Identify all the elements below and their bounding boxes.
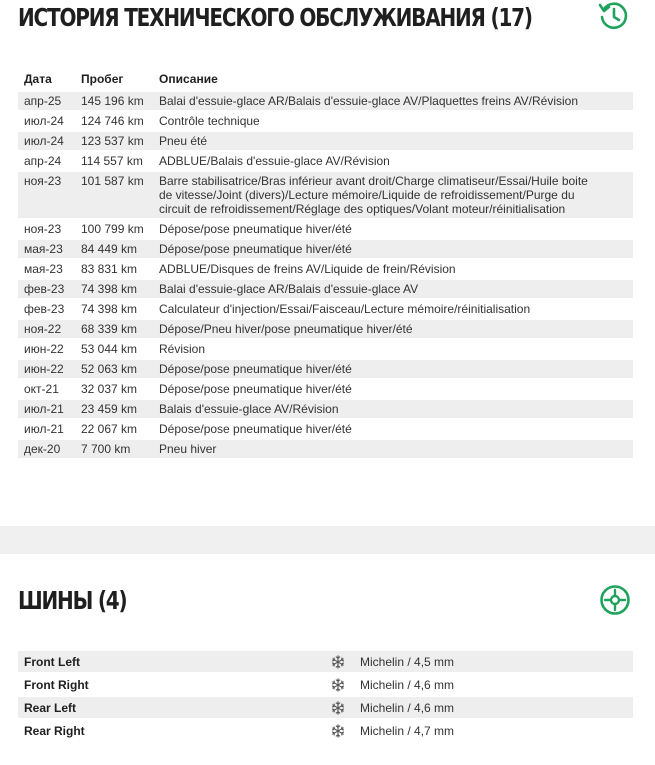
- history-mileage: 53 044 km: [81, 342, 138, 356]
- history-mileage: 22 067 km: [81, 422, 138, 436]
- history-mileage: 68 339 km: [75, 320, 153, 338]
- history-mileage: 74 398 km: [81, 302, 138, 316]
- description-line: Contrôle technique: [159, 114, 260, 128]
- history-date: июл-21: [24, 422, 64, 436]
- history-description: [153, 132, 633, 150]
- history-date: окт-21: [24, 382, 59, 396]
- history-mileage: 124 746 km: [81, 114, 144, 128]
- description-line: Barre stabilisatrice/Bras inférieur avant droit/Charge climatiseur/Essai/Huile boite: [159, 174, 588, 188]
- history-icon[interactable]: [598, 0, 630, 32]
- history-date: мая-23: [18, 240, 75, 258]
- history-description: [153, 380, 633, 398]
- description-line: Dépose/pose pneumatique hiver/été: [159, 222, 352, 236]
- column-header-date: Дата: [24, 72, 52, 86]
- description-line: ADBLUE/Disques de freins AV/Liquide de frein/Révision: [159, 262, 456, 276]
- tyre-brand-depth: Michelin / 4,6 mm: [360, 677, 455, 692]
- history-date: июн-22: [18, 360, 75, 378]
- column-header-mileage: Пробег: [81, 72, 124, 86]
- history-mileage: 84 449 km: [75, 240, 153, 258]
- history-mileage: 123 537 km: [75, 132, 153, 150]
- history-description: [153, 92, 633, 110]
- description-line: ADBLUE/Balais d'essuie-glace AV/Révision: [159, 154, 390, 168]
- history-mileage: 23 459 km: [75, 400, 153, 418]
- history-description: [153, 400, 633, 418]
- history-date: фев-23: [24, 302, 65, 316]
- history-date: июл-24: [18, 132, 75, 150]
- description-line: Dépose/Pneu hiver/pose pneumatique hiver/été: [159, 322, 413, 336]
- history-date: мая-23: [24, 262, 63, 276]
- history-mileage: 83 831 km: [81, 262, 138, 276]
- description-line: Calculateur d'injection/Essai/Faisceau/Lecture mémoire/réinitialisation: [159, 302, 531, 316]
- history-title: ИСТОРИЯ ТЕХНИЧЕСКОГО ОБСЛУЖИВАНИЯ (17): [18, 3, 532, 32]
- description-line: Pneu hiver: [159, 442, 217, 456]
- history-date: июл-24: [24, 114, 64, 128]
- tyre-position: Rear Left: [24, 700, 77, 715]
- history-date: дек-20: [18, 440, 75, 458]
- tyre-row: [18, 720, 633, 741]
- history-description: [153, 260, 633, 278]
- history-date: июл-21: [18, 400, 75, 418]
- tyre-brand-depth: Michelin / 4,7 mm: [360, 723, 455, 738]
- history-description: [153, 420, 633, 438]
- table-row: [18, 320, 633, 338]
- tyre-position: Front Left: [24, 654, 80, 669]
- section-divider: [0, 526, 655, 554]
- tyres-title: ШИНЫ (4): [18, 586, 127, 615]
- table-row: [18, 380, 633, 398]
- table-row: [18, 300, 633, 318]
- history-mileage: 114 557 km: [81, 154, 143, 168]
- snowflake-icon: [331, 724, 345, 738]
- history-description: [153, 172, 633, 218]
- table-row: [18, 260, 633, 278]
- table-row: [18, 340, 633, 358]
- table-row: [18, 360, 633, 378]
- description-line: Révision: [159, 342, 206, 356]
- history-mileage: 101 587 km: [75, 172, 153, 218]
- history-description: [153, 340, 633, 358]
- history-mileage: 74 398 km: [75, 280, 153, 298]
- history-description: [153, 300, 633, 318]
- table-row: [18, 92, 633, 110]
- history-mileage: 100 799 km: [81, 222, 144, 236]
- table-row: [18, 440, 633, 458]
- tyre-row: [18, 697, 633, 718]
- table-row: [18, 220, 633, 238]
- tyre-row: [18, 674, 633, 695]
- history-description: [153, 440, 633, 458]
- tyre-position: Front Right: [24, 677, 89, 692]
- description-line: Dépose/pose pneumatique hiver/été: [159, 422, 352, 436]
- history-date: июн-22: [24, 342, 64, 356]
- history-date: ноя-23: [18, 172, 75, 218]
- maintenance-history-table: [18, 66, 633, 460]
- history-description: [153, 240, 633, 258]
- history-description: [153, 280, 633, 298]
- table-row: [18, 280, 633, 298]
- history-description: [153, 320, 633, 338]
- tyre-position: Rear Right: [24, 723, 85, 738]
- history-mileage: 52 063 km: [75, 360, 153, 378]
- snowflake-icon: [331, 655, 345, 669]
- description-line: Pneu été: [159, 134, 208, 148]
- column-header-description: Описание: [159, 72, 218, 86]
- history-description: [153, 360, 633, 378]
- history-date: апр-25: [18, 92, 75, 110]
- history-date: апр-24: [24, 154, 62, 168]
- description-line: Balai d'essuie-glace AR/Balais d'essuie-glace AV/Plaquettes freins AV/Révision: [159, 94, 579, 108]
- history-mileage: 32 037 km: [81, 382, 138, 396]
- tyre-row: [18, 651, 633, 672]
- tyre-icon[interactable]: [599, 584, 631, 616]
- history-description: [153, 112, 633, 130]
- history-date: ноя-22: [18, 320, 75, 338]
- description-line: Dépose/pose pneumatique hiver/été: [159, 242, 352, 256]
- history-description: [153, 220, 633, 238]
- history-description: [153, 152, 633, 170]
- description-line: Balais d'essuie-glace AV/Révision: [159, 402, 339, 416]
- description-line: Dépose/pose pneumatique hiver/été: [159, 382, 352, 396]
- history-mileage: 7 700 km: [75, 440, 153, 458]
- snowflake-icon: [331, 678, 345, 692]
- table-header-row: [18, 68, 633, 90]
- table-row: [18, 400, 633, 418]
- table-row: [18, 152, 633, 170]
- description-line: circuit de refroidissement/Réglage des optiques/Volant moteur/réinitialisation: [159, 202, 566, 216]
- description-line: de vitesse/Joint (divers)/Lecture mémoire/Liquide de refroidissement/Purge du: [159, 188, 575, 202]
- snowflake-icon: [331, 701, 345, 715]
- description-line: Balai d'essuie-glace AR/Balais d'essuie-glace AV: [159, 282, 419, 296]
- table-row: [18, 420, 633, 438]
- tyres-list: [18, 651, 633, 743]
- table-row: [18, 172, 633, 218]
- history-date: фев-23: [18, 280, 75, 298]
- tyre-brand-depth: Michelin / 4,5 mm: [360, 654, 455, 669]
- table-row: [18, 112, 633, 130]
- history-date: ноя-23: [24, 222, 62, 236]
- table-row: [18, 240, 633, 258]
- history-mileage: 145 196 km: [75, 92, 153, 110]
- description-line: Dépose/pose pneumatique hiver/été: [159, 362, 352, 376]
- table-row: [18, 132, 633, 150]
- tyre-brand-depth: Michelin / 4,6 mm: [360, 700, 455, 715]
